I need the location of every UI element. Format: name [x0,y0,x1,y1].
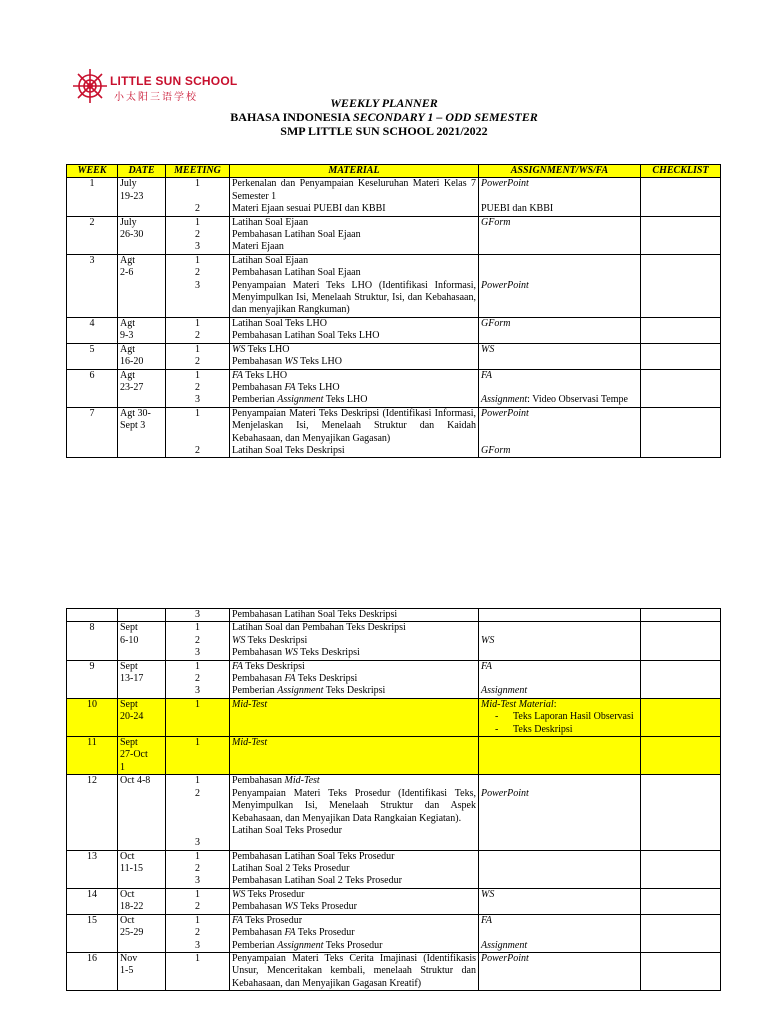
col-checklist: CHECKLIST [641,165,721,178]
material-cell: Pembahasan Mid-Test Penyampaian Materi Teks Prosedur (Identifikasi Teks, Menyimpulkan Isi, Menelaah Struktur dan Aspek Kebahasaan, dan Menyajikan Data Rangkaian Kegiatan). Latihan Soal Teks Prosedur [230,775,479,850]
date-cell: Sept 27-Oct 1 [118,737,166,775]
week-number: 7 [67,407,118,458]
meeting-cell: 1 2 3 [166,850,230,888]
checklist-cell[interactable] [641,914,721,952]
checklist-cell[interactable] [641,609,721,622]
mid-test-material-list [481,711,638,736]
table-row [67,317,721,343]
material-cell: WS Teks Prosedur Pembahasan WS Teks Prosedur [230,888,479,914]
date-cell: Oct 18-22 [118,888,166,914]
date-cell: Agt 16-20 [118,343,166,369]
date-cell: Agt 23-27 [118,369,166,407]
assignment-cell: FA Assignment [479,914,641,952]
checklist-cell[interactable] [641,369,721,407]
material-cell: WS Teks LHO Pembahasan WS Teks LHO [230,343,479,369]
date-cell: Oct 25-29 [118,914,166,952]
date-cell: Oct 11-15 [118,850,166,888]
assignment-cell: PowerPoint GForm [479,407,641,458]
date-cell: Oct 4-8 [118,775,166,850]
checklist-cell[interactable] [641,622,721,660]
assignment-cell: WS [479,888,641,914]
assignment-cell: GForm [479,216,641,254]
col-date: DATE [118,165,166,178]
material-cell: Pembahasan Latihan Soal Teks Deskripsi [230,609,479,622]
material-cell: Mid-Test [230,737,479,775]
assignment-cell: FA Assignment [479,660,641,698]
assignment-cell [479,609,641,622]
meeting-cell: 1 [166,698,230,736]
table-row-highlighted [67,737,721,775]
week-number: 6 [67,369,118,407]
week-number: 8 [67,622,118,660]
date-cell: Sept 20-24 [118,698,166,736]
assignment-cell: WS [479,343,641,369]
planner-title: WEEKLY PLANNER [330,96,438,110]
date-cell: Agt 9-3 [118,317,166,343]
meeting-cell: 1 2 3 [166,622,230,660]
checklist-cell[interactable] [641,254,721,317]
material-cell: Pembahasan Latihan Soal Teks Prosedur Latihan Soal 2 Teks Prosedur Pembahasan Latihan Soal 2 Teks Prosedur [230,850,479,888]
material-cell: Penyampaian Materi Teks Deskripsi (Identifikasi Informasi, Menjelaskan Isi, Menelaah Struktur dan Kaidah Kebahasaan, dan Menyajikan Gagasan) Latihan Soal Teks Deskripsi [230,407,479,458]
date-cell: Nov 1-5 [118,952,166,990]
meeting-cell: 1 2 3 [166,216,230,254]
checklist-cell[interactable] [641,343,721,369]
table-row [67,254,721,317]
date-cell: Sept 13-17 [118,660,166,698]
date-cell [118,609,166,622]
table-row [67,914,721,952]
material-cell: Latihan Soal Ejaan Pembahasan Latihan Soal Ejaan Penyampaian Materi Teks LHO (Identifikasi Informasi, Menyimpulkan Isi, Menelaah Struktur, Isi, dan Kebahasaan, dan menyajikan Rangkuman) [230,254,479,317]
meeting-cell: 1 2 [166,343,230,369]
material-cell: Penyampaian Materi Teks Cerita Imajinasi (Identifikasis Unsur, Menceritakan kembali, menelaah Struktur dan Kebahasaan, dan Menyajikan Gagasan Kreatif) [230,952,479,990]
col-material: MATERIAL [230,165,479,178]
week-number: 3 [67,254,118,317]
date-cell: July 26-30 [118,216,166,254]
checklist-cell[interactable] [641,888,721,914]
planner-subtitle: BAHASA INDONESIA SECONDARY 1 – ODD SEMESTER [230,110,538,124]
table-row-highlighted [67,698,721,736]
meeting-cell: 1 2 [166,317,230,343]
meeting-cell: 1 2 [166,407,230,458]
col-week: WEEK [67,165,118,178]
table-row [67,609,721,622]
material-cell: Mid-Test [230,698,479,736]
meeting-cell: 1 [166,737,230,775]
week-number: 13 [67,850,118,888]
checklist-cell[interactable] [641,660,721,698]
checklist-cell[interactable] [641,317,721,343]
col-assignment: ASSIGNMENT/WS/FA [479,165,641,178]
logo-chinese: 小太阳三语学校 [114,92,198,103]
checklist-cell[interactable] [641,737,721,775]
table-row [67,775,721,850]
table-row [67,369,721,407]
meeting-cell: 3 [166,609,230,622]
list-item: - Teks Deskripsi [495,724,638,736]
week-number: 16 [67,952,118,990]
assignment-cell [479,737,641,775]
planner-school: SMP LITTLE SUN SCHOOL 2021/2022 [280,124,488,138]
assignment-cell: PowerPoint [479,775,641,850]
material-cell: Latihan Soal Ejaan Pembahasan Latihan Soal Ejaan Materi Ejaan [230,216,479,254]
date-cell: Agt 30- Sept 3 [118,407,166,458]
table-row [67,178,721,216]
table-row [67,407,721,458]
table-row [67,216,721,254]
material-cell: FA Teks LHO Pembahasan FA Teks LHO Pemberian Assignment Teks LHO [230,369,479,407]
meeting-cell: 1 2 3 [166,369,230,407]
week-number: 12 [67,775,118,850]
table-row [67,622,721,660]
table-header-row [67,165,721,178]
assignment-cell: PowerPoint PUEBI dan KBBI [479,178,641,216]
week-number: 1 [67,178,118,216]
week-number: 14 [67,888,118,914]
material-cell: Perkenalan dan Penyampaian Keseluruhan Materi Kelas 7 Semester 1 Materi Ejaan sesuai PUEBI dan KBBI [230,178,479,216]
material-cell: Latihan Soal dan Pembahan Teks Deskripsi WS Teks Deskripsi Pembahasan WS Teks Deskripsi [230,622,479,660]
checklist-cell[interactable] [641,407,721,458]
assignment-cell: Mid-Test Material: - Teks Laporan Hasil Observasi - Teks Deskripsi [479,698,641,736]
meeting-cell: 1 [166,952,230,990]
meeting-cell: 1 2 3 [166,775,230,850]
material-cell: Latihan Soal Teks LHO Pembahasan Latihan Soal Teks LHO [230,317,479,343]
assignment-cell: PowerPoint [479,952,641,990]
table-row [67,660,721,698]
table-row [67,888,721,914]
week-number: 10 [67,698,118,736]
meeting-cell: 1 2 3 [166,254,230,317]
checklist-cell[interactable] [641,216,721,254]
meeting-cell: 1 2 3 [166,660,230,698]
meeting-cell: 1 2 [166,178,230,216]
checklist-cell[interactable] [641,850,721,888]
meeting-cell: 1 2 [166,888,230,914]
assignment-cell: WS [479,622,641,660]
week-number: 4 [67,317,118,343]
planner-table-page-1 [66,164,721,458]
week-number: 9 [67,660,118,698]
table-row [67,850,721,888]
checklist-cell[interactable] [641,178,721,216]
material-cell: FA Teks Prosedur Pembahasan FA Teks Prosedur Pemberian Assignment Teks Prosedur [230,914,479,952]
logo-name: LITTLE SUN SCHOOL [110,74,238,88]
assignment-cell: FA Assignment: Video Observasi Tempe [479,369,641,407]
checklist-cell[interactable] [641,775,721,850]
date-cell: Agt 2-6 [118,254,166,317]
checklist-cell[interactable] [641,698,721,736]
col-meeting: MEETING [166,165,230,178]
assignment-cell: PowerPoint [479,254,641,317]
planner-table-page-2 [66,608,721,991]
week-number: 2 [67,216,118,254]
week-number: 5 [67,343,118,369]
assignment-cell [479,850,641,888]
week-number: 11 [67,737,118,775]
assignment-cell: GForm [479,317,641,343]
date-cell: Sept 6-10 [118,622,166,660]
list-item: - Teks Laporan Hasil Observasi [495,711,638,723]
meeting-cell: 1 2 3 [166,914,230,952]
date-cell: July 19-23 [118,178,166,216]
table-row [67,343,721,369]
checklist-cell[interactable] [641,952,721,990]
week-number: 15 [67,914,118,952]
table-row [67,952,721,990]
week-number [67,609,118,622]
material-cell: FA Teks Deskripsi Pembahasan FA Teks Deskripsi Pemberian Assignment Teks Deskripsi [230,660,479,698]
